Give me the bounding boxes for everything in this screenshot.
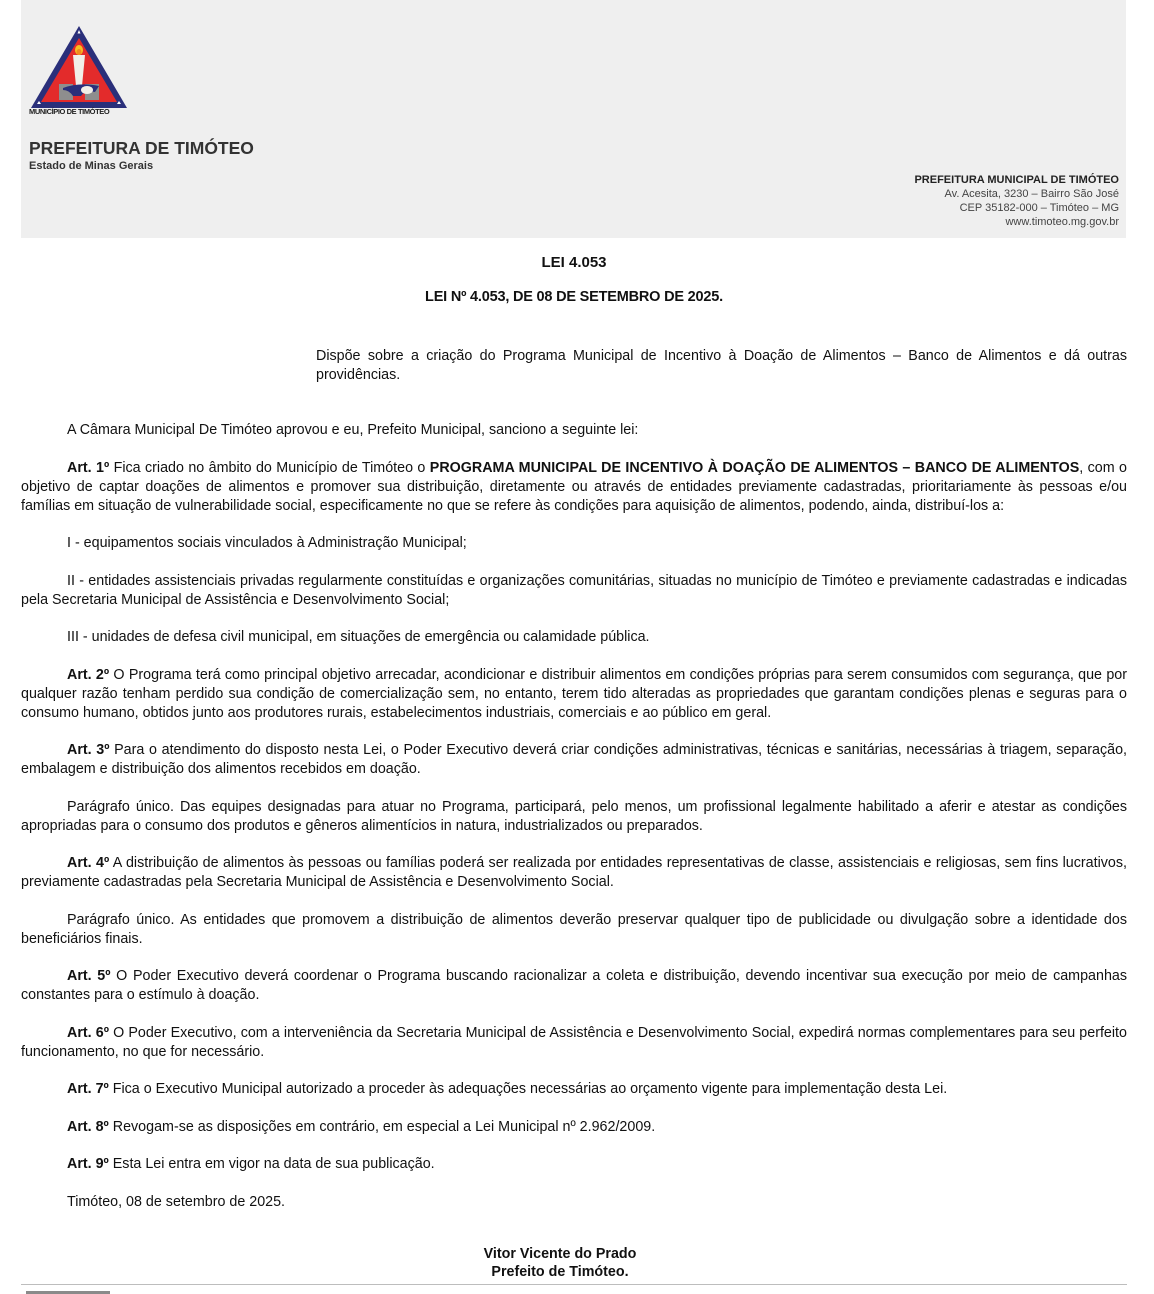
- article-label: Art. 1º: [67, 459, 110, 476]
- article-label: Art. 2º: [67, 666, 110, 683]
- item-i: I - equipamentos sociais vinculados à Administração Municipal;: [67, 535, 467, 551]
- address-website: www.timoteo.mg.gov.br: [1005, 216, 1119, 228]
- article-text: O Poder Executivo, com a interveniência da Secretaria Municipal de Assistência e Desenvolvimento Social, expedirá normas complementares para seu perfeito funcionamento, no que for necessário.: [21, 1024, 1127, 1060]
- logo-caption: MUNICÍPIO DE TIMÓTEO: [29, 107, 110, 116]
- article-text: Fica criado no âmbito do Município de Timóteo o: [109, 459, 430, 476]
- law-title: LEI 4.053: [541, 254, 607, 271]
- article-text: O Poder Executivo deverá coordenar o Programa buscando racionalizar a coleta e distribuição, devendo incentivar sua execução por meio de campanhas constantes para o estímulo à doação.: [21, 968, 1127, 1003]
- article-text: Fica o Executivo Municipal autorizado a proceder às adequações necessárias ao orçamento vigente para implementação desta Lei.: [108, 1081, 948, 1097]
- address-title: PREFEITURA MUNICIPAL DE TIMÓTEO: [914, 174, 1119, 186]
- article-1: [21, 459, 1127, 516]
- article-label: Art. 7º: [67, 1081, 109, 1097]
- article-5: [21, 967, 1127, 1005]
- law-body: [21, 421, 1127, 1230]
- article-text: A distribuição de alimentos às pessoas ou famílias poderá ser realizada por entidades representativas de classe, assistenciais e religiosas, sem fins lucrativos, previamente cadastradas pela Secretaria Municipal de Assistência e Desenvolvimento Social.: [21, 855, 1127, 890]
- item-ii: II - entidades assistenciais privadas regularmente constituídas e organizações comunitárias, situadas no município de Timóteo e previamente cadastradas e indicadas pela Secretaria Municipal de Assistência e Desenvolvimento Social;: [21, 572, 1127, 608]
- preamble: [21, 421, 1127, 440]
- article-7: [21, 1080, 1127, 1099]
- article-label: Art. 3º: [67, 742, 110, 758]
- article-text: , com o objetivo de captar doações de alimentos e promover sua distribuição, diretamente ou através de entidades previamente cadastradas, prioritariamente às pessoas e/ou famílias em situação de vulnerabilidade social, especificamente no que se refere às condições para aquisição de alimentos, podendo, ainda, distribuí-los a:: [21, 459, 1127, 514]
- program-name: PROGRAMA MUNICIPAL DE INCENTIVO À DOAÇÃO DE ALIMENTOS – BANCO DE ALIMENTOS: [429, 459, 1080, 476]
- letterhead: [21, 0, 1126, 238]
- article-3-sole-paragraph: Parágrafo único. Das equipes designadas para atuar no Programa, participará, pelo menos, um profissional legalmente habilitado a aferir e atestar as condições apropriadas para o consumo dos produtos e gêneros alimentícios in natura, industrializados ou preparados.: [21, 798, 1127, 834]
- signatory-role: Prefeito de Timóteo.: [491, 1264, 629, 1280]
- address-cep: CEP 35182-000 – Timóteo – MG: [959, 202, 1119, 214]
- article-2: [21, 666, 1127, 723]
- article-label: Art. 4º: [67, 855, 110, 871]
- article-6: [21, 1024, 1127, 1062]
- article-label: Art. 9º: [67, 1156, 109, 1172]
- article-label: Art. 6º: [67, 1024, 109, 1041]
- place-and-date: Timóteo, 08 de setembro de 2025.: [67, 1193, 286, 1210]
- article-label: Art. 5º: [67, 968, 111, 984]
- article-text: Revogam-se as disposições em contrário, em especial a Lei Municipal nº 2.962/2009.: [108, 1118, 656, 1135]
- preamble-text: A Câmara Municipal De Timóteo aprovou e eu, Prefeito Municipal, sanciono a seguinte lei:: [67, 422, 639, 438]
- signatory-name: Vitor Vicente do Prado: [483, 1246, 637, 1262]
- article-8: [21, 1118, 1127, 1137]
- law-ementa: Dispõe sobre a criação do Programa Municipal de Incentivo à Doação de Alimentos – Banco de Alimentos e dá outras providências.: [316, 348, 1127, 383]
- article-text: Para o atendimento do disposto nesta Lei, o Poder Executivo deverá criar condições administrativas, técnicas e sanitárias, necessárias à triagem, separação, embalagem e distribuição dos alimentos recebidos em doação.: [21, 742, 1127, 777]
- article-text: O Programa terá como principal objetivo arrecadar, acondicionar e distribuir alimentos em condições próprias para serem consumidos com segurança, que por qualquer razão tenham perdido sua condição de comercialização sem, no entanto, terem tido alteradas as propriedades que garantam condições plenas e seguras para o consumo humano, obtidos junto aos produtores rurais, estabelecimentos industriais, comerciais e ao público em geral.: [21, 666, 1127, 721]
- signature-block: [0, 1245, 1120, 1281]
- article-3: [21, 741, 1127, 779]
- article-text: Esta Lei entra em vigor na data de sua publicação.: [108, 1156, 435, 1172]
- organization-title: PREFEITURA DE TIMÓTEO: [29, 138, 254, 158]
- article-4: [21, 854, 1127, 892]
- article-9: [21, 1155, 1127, 1174]
- article-4-sole-paragraph: Parágrafo único. As entidades que promovem a distribuição de alimentos deverão preservar qualquer tipo de publicidade ou divulgação sobre a identidade dos beneficiários finais.: [21, 911, 1127, 947]
- organization-subtitle: Estado de Minas Gerais: [29, 160, 154, 172]
- law-subtitle: LEI Nº 4.053, DE 08 DE SETEMBRO DE 2025.: [425, 289, 723, 305]
- article-label: Art. 8º: [67, 1118, 109, 1135]
- item-iii: III - unidades de defesa civil municipal, em situações de emergência ou calamidade pública.: [67, 629, 650, 645]
- address-block: [914, 173, 1119, 229]
- municipal-coat-of-arms-logo: [29, 24, 129, 120]
- footer-divider: [21, 1284, 1127, 1285]
- address-street: Av. Acesita, 3230 – Bairro São José: [944, 188, 1119, 200]
